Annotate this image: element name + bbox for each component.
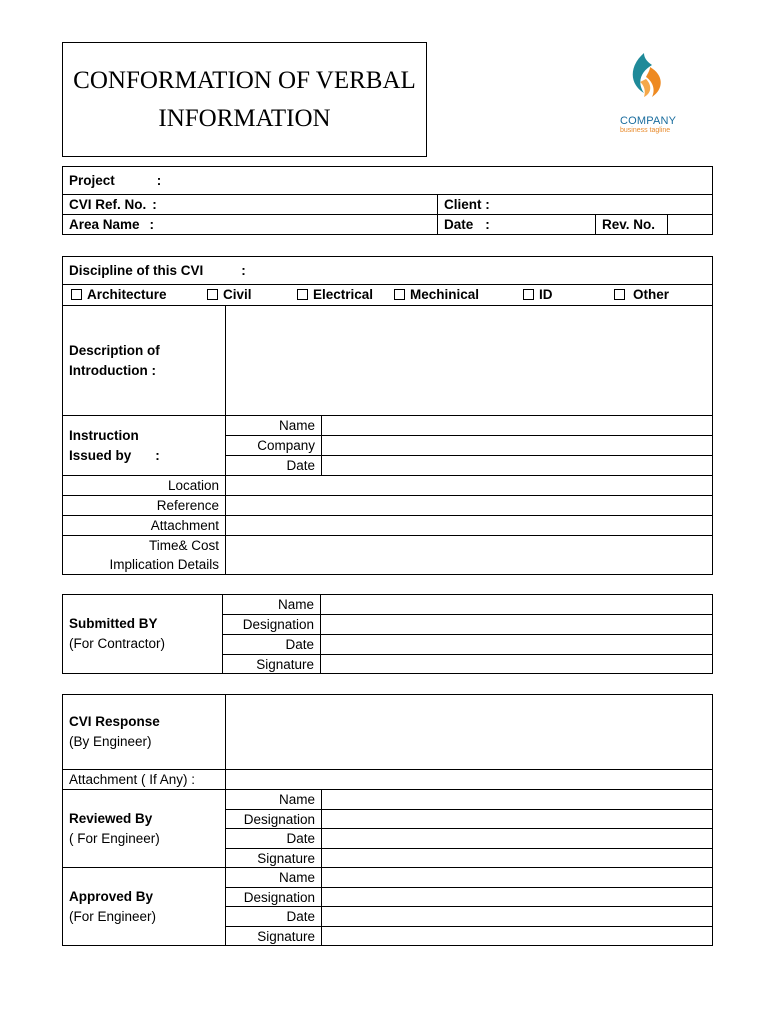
instruction-issued-label: Instruction Issued by :	[63, 416, 226, 476]
response-attachment-label: Attachment ( If Any) :	[63, 770, 226, 790]
approved-name-input[interactable]	[322, 868, 713, 888]
location-input[interactable]	[226, 476, 713, 496]
checkbox-icon	[297, 289, 308, 300]
attachment-label: Attachment	[63, 516, 226, 536]
submitted-name-input[interactable]	[321, 595, 713, 615]
logo-company-name: COMPANY	[620, 115, 677, 127]
document-title	[62, 42, 427, 157]
instruction-date-label: Date	[226, 456, 322, 476]
approved-by-label: Approved By (For Engineer)	[63, 868, 226, 946]
submitted-by-label: Submitted BY (For Contractor)	[63, 595, 223, 674]
discipline-option-id[interactable]: ID	[523, 287, 553, 302]
reviewed-date-label: Date	[226, 829, 322, 849]
checkbox-icon	[523, 289, 534, 300]
discipline-option-other[interactable]: Other	[614, 287, 669, 302]
cvi-response-label: CVI Response (By Engineer)	[63, 695, 226, 770]
checkbox-icon	[394, 289, 405, 300]
discipline-options	[63, 285, 713, 306]
company-logo	[592, 35, 712, 150]
approved-name-label: Name	[226, 868, 322, 888]
submitted-designation-label: Designation	[223, 615, 321, 635]
reviewed-designation-label: Designation	[226, 810, 322, 829]
submitted-name-label: Name	[223, 595, 321, 615]
checkbox-icon	[207, 289, 218, 300]
submitted-signature-input[interactable]	[321, 655, 713, 674]
description-label: Description of Introduction :	[63, 306, 226, 416]
reviewed-signature-label: Signature	[226, 849, 322, 868]
discipline-option-electrical[interactable]: Electrical	[297, 287, 373, 302]
project-field[interactable]: Project :	[63, 167, 713, 195]
title-line-2: INFORMATION	[158, 104, 331, 132]
client-field[interactable]: Client :	[438, 195, 713, 215]
approved-date-label: Date	[226, 907, 322, 927]
logo-tagline: business tagline	[620, 127, 671, 134]
discipline-label: Discipline of this CVI :	[63, 257, 713, 285]
reviewed-signature-input[interactable]	[322, 849, 713, 868]
instruction-date-input[interactable]	[322, 456, 713, 476]
submitted-signature-label: Signature	[223, 655, 321, 674]
attachment-input[interactable]	[226, 516, 713, 536]
instruction-company-input[interactable]	[322, 436, 713, 456]
cvi-ref-field[interactable]: CVI Ref. No. :	[63, 195, 438, 215]
rev-no-input[interactable]	[668, 215, 713, 235]
submitted-date-label: Date	[223, 635, 321, 655]
instruction-company-label: Company	[226, 436, 322, 456]
response-attachment-input[interactable]	[226, 770, 713, 790]
submitted-designation-input[interactable]	[321, 615, 713, 635]
approved-signature-input[interactable]	[322, 927, 713, 946]
discipline-option-mechinical[interactable]: Mechinical	[394, 287, 479, 302]
header-table	[62, 166, 713, 235]
instruction-name-label: Name	[226, 416, 322, 436]
reviewed-name-label: Name	[226, 790, 322, 810]
discipline-option-architecture[interactable]: Architecture	[71, 287, 167, 302]
date-field[interactable]: Date :	[438, 215, 596, 235]
checkbox-icon	[614, 289, 625, 300]
reviewed-designation-input[interactable]	[322, 810, 713, 829]
approved-date-input[interactable]	[322, 907, 713, 927]
time-cost-input[interactable]	[226, 536, 713, 575]
reference-label: Reference	[63, 496, 226, 516]
reviewed-date-input[interactable]	[322, 829, 713, 849]
reviewed-by-label: Reviewed By ( For Engineer)	[63, 790, 226, 868]
title-line-1: CONFORMATION OF VERBAL	[73, 66, 416, 94]
rev-no-label: Rev. No.	[596, 215, 668, 235]
flame-icon	[592, 35, 712, 115]
cvi-details-table	[62, 256, 713, 575]
time-cost-label: Time& Cost Implication Details	[63, 536, 226, 575]
engineer-response-table	[62, 694, 713, 946]
reviewed-name-input[interactable]	[322, 790, 713, 810]
submitted-by-table	[62, 594, 713, 674]
discipline-option-civil[interactable]: Civil	[207, 287, 252, 302]
cvi-response-input[interactable]	[226, 695, 713, 770]
description-input[interactable]	[226, 306, 713, 416]
location-label: Location	[63, 476, 226, 496]
submitted-date-input[interactable]	[321, 635, 713, 655]
area-name-field[interactable]: Area Name :	[63, 215, 438, 235]
approved-signature-label: Signature	[226, 927, 322, 946]
checkbox-icon	[71, 289, 82, 300]
reference-input[interactable]	[226, 496, 713, 516]
approved-designation-label: Designation	[226, 888, 322, 907]
approved-designation-input[interactable]	[322, 888, 713, 907]
instruction-name-input[interactable]	[322, 416, 713, 436]
